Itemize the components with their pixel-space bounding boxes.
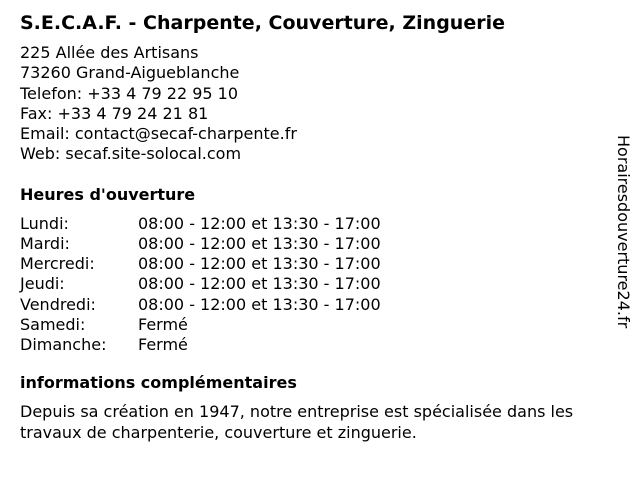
hours-row: [20, 315, 381, 335]
business-name: S.E.C.A.F. - Charpente, Couverture, Zinguerie: [20, 12, 505, 34]
street-address: 225 Allée des Artisans: [20, 43, 199, 62]
hours-row: [20, 335, 381, 355]
hours-row: [20, 254, 381, 274]
contact-block: [20, 43, 620, 165]
hours-row: [20, 295, 381, 315]
hours-row: [20, 214, 381, 234]
fax-number: Fax: +33 4 79 24 21 81: [20, 103, 209, 123]
day-label: Lundi:: [20, 213, 69, 233]
day-label: Dimanche:: [20, 335, 107, 354]
day-label: Mercredi:: [20, 254, 95, 274]
additional-info-heading: informations complémentaires: [20, 373, 297, 393]
day-hours: 08:00 - 12:00 et 13:30 - 17:00: [138, 213, 381, 233]
day-label: Mardi:: [20, 233, 70, 253]
business-details: [20, 9, 620, 443]
day-hours: 08:00 - 12:00 et 13:30 - 17:00: [138, 254, 381, 274]
day-label: Jeudi:: [20, 274, 65, 294]
email-address: Email: contact@secaf-charpente.fr: [20, 124, 297, 144]
day-hours: 08:00 - 12:00 et 13:30 - 17:00: [138, 233, 381, 253]
day-label: Samedi:: [20, 314, 86, 334]
day-label: Vendredi:: [20, 294, 96, 314]
day-hours: 08:00 - 12:00 et 13:30 - 17:00: [138, 294, 381, 314]
phone-number: Telefon: +33 4 79 22 95 10: [20, 83, 239, 103]
additional-info-text: Depuis sa création en 1947, notre entreprise est spécialisée dans les travaux de charpenterie, couverture et zinguerie.: [20, 402, 574, 442]
hours-row: [20, 234, 381, 254]
day-hours: Fermé: [138, 335, 188, 354]
day-hours: 08:00 - 12:00 et 13:30 - 17:00: [138, 274, 381, 294]
day-hours: Fermé: [138, 314, 188, 334]
hours-row: [20, 274, 381, 294]
website: Web: secaf.site-solocal.com: [20, 144, 242, 164]
opening-hours-heading: Heures d'ouverture: [20, 184, 196, 204]
site-watermark: Horairesdouverture24.fr: [614, 135, 633, 329]
opening-hours-table: [20, 214, 381, 355]
city-postcode: 73260 Grand-Aigueblanche: [20, 63, 240, 83]
